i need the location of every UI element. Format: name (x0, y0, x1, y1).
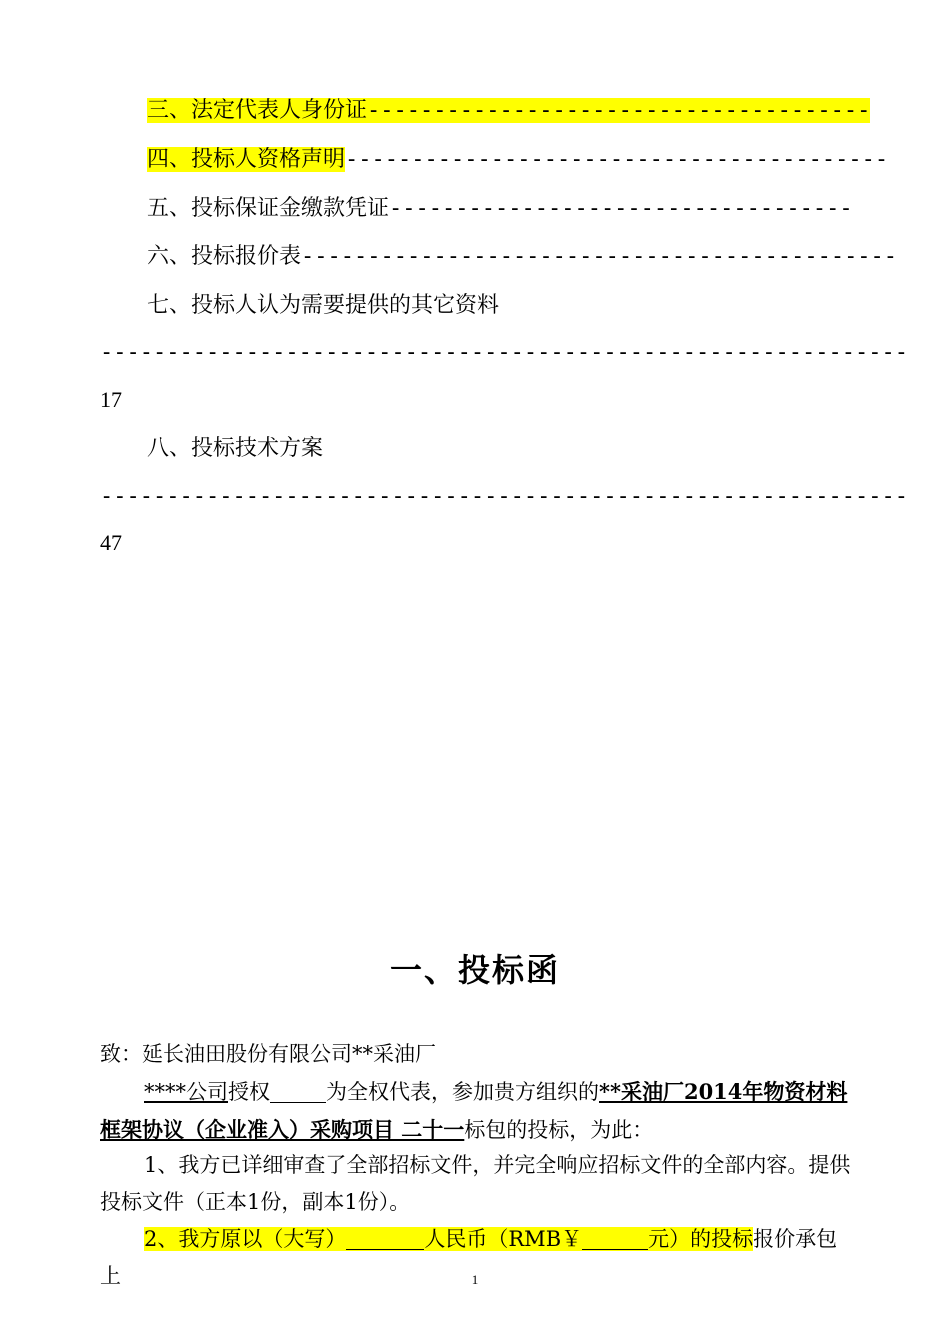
toc-item-3-dashes: -------------------------------------- (367, 98, 871, 123)
project-name: **采油厂2014年物资材料框架协议（企业准入）采购项目 二十一 (100, 1079, 848, 1142)
p3-part-c: 元）的投标 (648, 1227, 754, 1251)
toc-item-3 (147, 96, 870, 126)
letter-paragraph-1 (100, 1073, 852, 1149)
amount-number-blank (582, 1227, 648, 1250)
toc-item-6-label: 六、投标报价表 (147, 244, 302, 269)
auth-text: 授权 (228, 1080, 270, 1104)
toc-item-5 (147, 194, 853, 224)
page-number: 1 (471, 1272, 479, 1287)
toc-item-7-label: 七、投标人认为需要提供的其它资料 (147, 293, 500, 318)
toc-item-4 (147, 145, 888, 175)
toc-item-8-page: 47 (100, 530, 122, 555)
letter-paragraph-2: 1、我方已详细审查了全部招标文件，并完全响应招标文件的全部内容。提供投标文件（正本1份，副本1份）。 (100, 1153, 851, 1214)
toc-item-4-dashes: ----------------------------------------- (345, 147, 889, 172)
p3-part-b: 人民币（RMB￥ (424, 1227, 583, 1251)
toc-item-6 (147, 242, 897, 272)
representative-blank (270, 1080, 326, 1103)
p3-part-d: 报价承包上 (100, 1227, 838, 1288)
toc-item-3-label: 三、法定代表人身份证 (147, 98, 368, 123)
toc-item-6-dashes: --------------------------------------------- (301, 244, 898, 269)
toc-item-7-dashes: ------------------------------------------------------------- (100, 340, 908, 365)
p1-text: 为全权代表，参加贵方组织的 (326, 1080, 599, 1104)
toc-item-4-label: 四、投标人资格声明 (147, 147, 346, 172)
toc-item-8 (147, 434, 323, 464)
toc-item-5-label: 五、投标保证金缴款凭证 (147, 196, 390, 221)
letter-title: 一、投标函 (389, 951, 560, 989)
p3-part-a: 2、我方原以（大写） (144, 1227, 347, 1251)
toc-item-8-dashes: ------------------------------------------------------------- (100, 484, 908, 509)
toc-item-8-label: 八、投标技术方案 (147, 436, 324, 461)
company-name: ****公司 (144, 1080, 228, 1104)
letter-addressee: 致：延长油田股份有限公司**采油厂 (100, 1042, 436, 1066)
toc-item-7-page: 17 (100, 387, 122, 412)
amount-words-blank (346, 1227, 424, 1250)
toc-item-5-dashes: ----------------------------------- (389, 196, 853, 221)
p1-tail: 标包的投标，为此： (464, 1118, 654, 1142)
toc-item-7 (147, 291, 499, 321)
